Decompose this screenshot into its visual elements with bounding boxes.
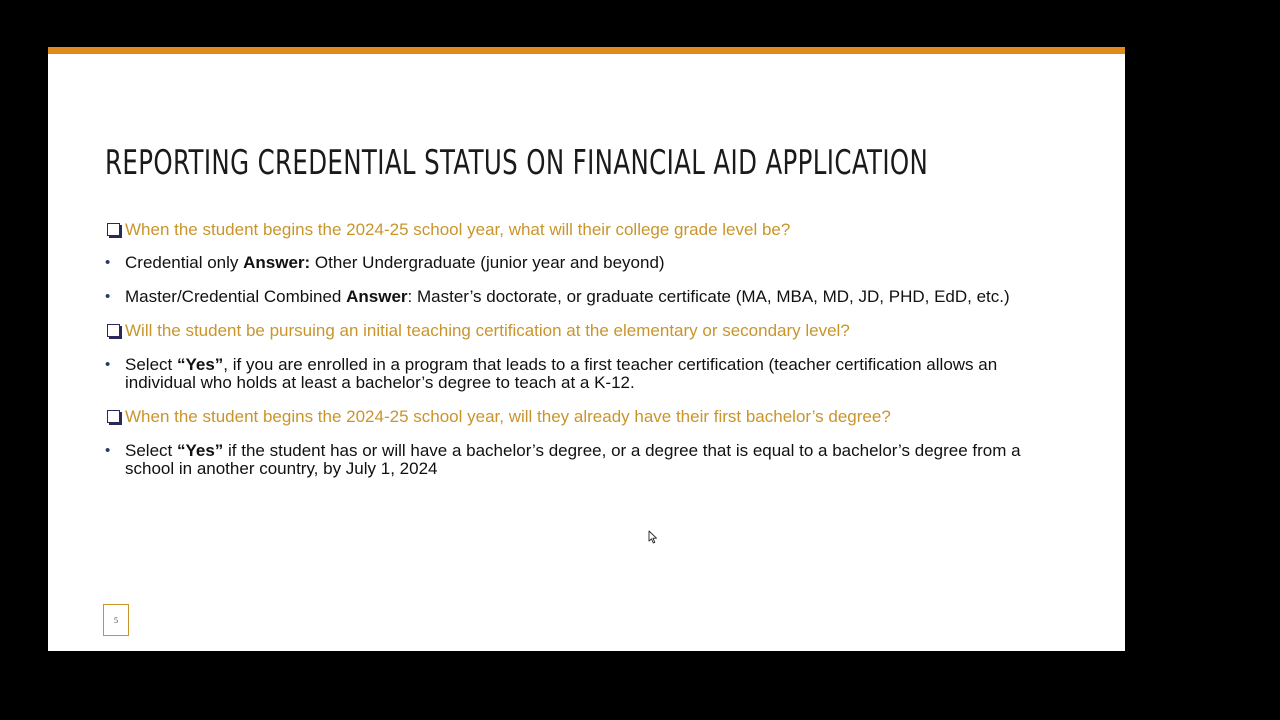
bullet-icon: • (105, 254, 111, 271)
checkbox-icon (107, 324, 120, 337)
slide-accent-bar (48, 47, 1125, 54)
bullet-text-post: Other Undergraduate (junior year and beyond) (310, 253, 665, 272)
bullet-text-bold: Answer (346, 287, 408, 306)
question-teaching-certification (105, 322, 1035, 340)
bullet-master-credential (105, 288, 1035, 306)
bullet-text-pre: Select (125, 441, 177, 460)
slide-title: REPORTING CREDENTIAL STATUS ON FINANCIAL AID APPLICATION (105, 143, 929, 183)
checkbox-icon (107, 223, 120, 236)
slide-content (105, 219, 1035, 478)
presentation-slide (48, 47, 1125, 651)
slide-page-number (103, 604, 129, 636)
bullet-text-pre: Credential only (125, 253, 244, 272)
bullet-text-bold: “Yes” (176, 441, 224, 460)
bullet-text-bold: Answer: (243, 253, 311, 272)
mouse-cursor-icon (648, 530, 658, 544)
bullet-select-yes-bachelors (105, 442, 1035, 478)
question-text: When the student begins the 2024-25 school year, will they already have their first bachelor’s degree? (125, 407, 891, 426)
question-text: When the student begins the 2024-25 school year, what will their college grade level be? (125, 220, 791, 239)
page-number-text: 5 (114, 615, 118, 625)
question-grade-level (105, 221, 1035, 239)
bullet-text-bold: “Yes” (176, 355, 224, 374)
bullet-text-post: , if you are enrolled in a program that leads to a first teacher certification (teacher certification allows an individual who holds at least a bachelor’s degree to teach at a K-12. (125, 355, 998, 392)
bullet-credential-only (105, 254, 1035, 272)
bullet-text-pre: Master/Credential Combined (125, 287, 347, 306)
bullet-icon: • (105, 356, 111, 373)
bullet-text-post: if the student has or will have a bachelor’s degree, or a degree that is equal to a bachelor’s degree from a school in another country, by July 1, 2024 (125, 441, 1021, 478)
question-text: Will the student be pursuing an initial teaching certification at the elementary or secondary level? (125, 321, 850, 340)
checkbox-icon (107, 410, 120, 423)
bullet-text-post: : Master’s doctorate, or graduate certificate (MA, MBA, MD, JD, PHD, EdD, etc.) (407, 287, 1010, 306)
bullet-icon: • (105, 288, 111, 305)
bullet-text-pre: Select (125, 355, 177, 374)
question-bachelors-degree (105, 408, 1035, 426)
bullet-icon: • (105, 442, 111, 459)
bullet-select-yes-teacher (105, 356, 1035, 392)
